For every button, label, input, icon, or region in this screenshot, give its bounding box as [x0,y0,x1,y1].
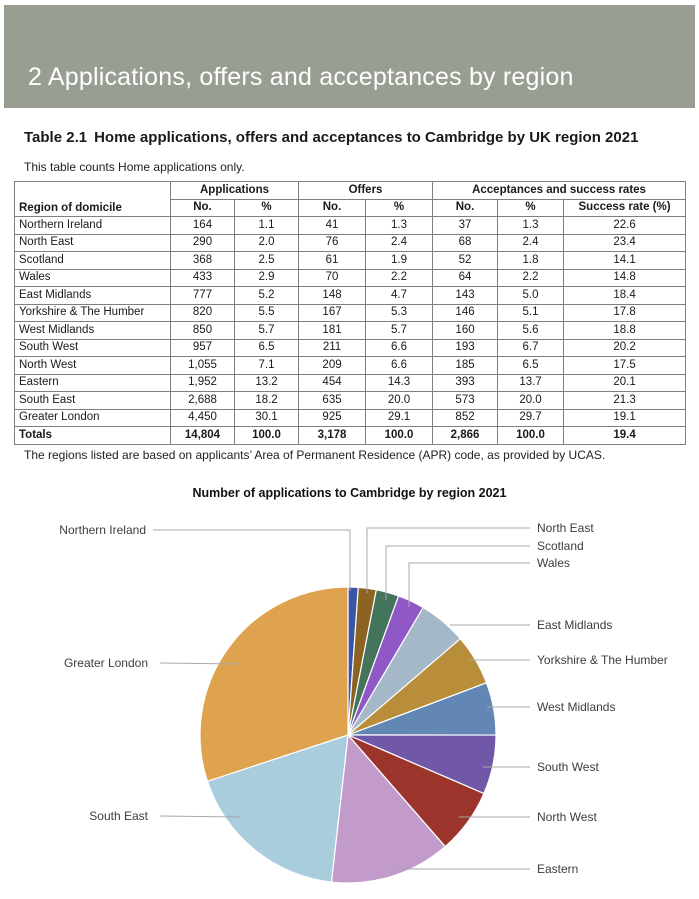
value-cell: 2.4 [498,234,564,252]
pie-label-south-east: South East [89,809,148,823]
pie-label-north-east: North East [537,521,594,535]
value-cell: 6.6 [366,357,433,375]
leader-line-northern-ireland [153,530,350,591]
value-cell: 635 [299,392,366,410]
section-title: 2 Applications, offers and acceptances by region [28,63,574,91]
region-cell: Totals [15,427,171,445]
value-cell: 20.0 [366,392,433,410]
table-row-eastern [15,374,686,392]
value-cell: 76 [299,234,366,252]
value-cell: 2.4 [366,234,433,252]
value-cell: 2.9 [235,269,299,287]
table-row-wales [15,269,686,287]
value-cell: 19.4 [564,427,686,445]
value-cell: 433 [171,269,235,287]
value-cell: 20.0 [498,392,564,410]
value-cell: 146 [433,304,498,322]
value-cell: 14.8 [564,269,686,287]
region-cell: Northern Ireland [15,217,171,235]
value-cell: 6.5 [498,357,564,375]
value-cell: 1,055 [171,357,235,375]
pie-label-yorkshire-the-humber: Yorkshire & The Humber [537,653,668,667]
value-cell: 820 [171,304,235,322]
region-cell: South West [15,339,171,357]
value-cell: 148 [299,287,366,305]
value-cell: 3,178 [299,427,366,445]
value-cell: 18.8 [564,322,686,340]
table-row-west-midlands [15,322,686,340]
value-cell: 6.6 [366,339,433,357]
value-cell: 2,866 [433,427,498,445]
value-cell: 17.5 [564,357,686,375]
table-row-scotland [15,252,686,270]
value-cell: 17.8 [564,304,686,322]
subheader-acceptances-no: No. [433,199,498,217]
value-cell: 14.1 [564,252,686,270]
region-cell: Wales [15,269,171,287]
value-cell: 164 [171,217,235,235]
value-cell: 1.9 [366,252,433,270]
table-row-north-west [15,357,686,375]
chart-title: Number of applications to Cambridge by region 2021 [192,486,507,500]
table-row-north-east [15,234,686,252]
value-cell: 37 [433,217,498,235]
value-cell: 41 [299,217,366,235]
subheader-offers-no: No. [299,199,366,217]
value-cell: 13.7 [498,374,564,392]
region-cell: South East [15,392,171,410]
value-cell: 852 [433,409,498,427]
group-header-offers: Offers [299,182,433,200]
value-cell: 290 [171,234,235,252]
value-cell: 181 [299,322,366,340]
region-cell: North East [15,234,171,252]
value-cell: 143 [433,287,498,305]
value-cell: 4,450 [171,409,235,427]
table-row-east-midlands [15,287,686,305]
value-cell: 5.5 [235,304,299,322]
value-cell: 454 [299,374,366,392]
region-cell: Eastern [15,374,171,392]
region-cell: Yorkshire & The Humber [15,304,171,322]
value-cell: 21.3 [564,392,686,410]
group-header-applications: Applications [171,182,299,200]
pie-slices [200,587,496,883]
value-cell: 23.4 [564,234,686,252]
value-cell: 5.6 [498,322,564,340]
table-row-northern-ireland [15,217,686,235]
value-cell: 30.1 [235,409,299,427]
value-cell: 2.5 [235,252,299,270]
value-cell: 1.3 [498,217,564,235]
value-cell: 100.0 [366,427,433,445]
value-cell: 29.7 [498,409,564,427]
value-cell: 2,688 [171,392,235,410]
table-caption-text: Home applications, offers and acceptances to Cambridge by UK region 2021 [94,129,639,146]
value-cell: 167 [299,304,366,322]
region-cell: North West [15,357,171,375]
value-cell: 14.3 [366,374,433,392]
pie-chart [0,505,699,899]
value-cell: 52 [433,252,498,270]
leader-line-scotland [386,546,530,600]
table-row-south-west [15,339,686,357]
value-cell: 70 [299,269,366,287]
leader-line-north-east [367,528,530,593]
value-cell: 368 [171,252,235,270]
data-table [14,181,686,445]
value-cell: 777 [171,287,235,305]
value-cell: 5.7 [235,322,299,340]
value-cell: 925 [299,409,366,427]
value-cell: 160 [433,322,498,340]
regions-footnote: The regions listed are based on applicants’ Area of Permanent Residence (APR) code, as provided by UCAS. [24,448,606,462]
value-cell: 14,804 [171,427,235,445]
value-cell: 64 [433,269,498,287]
value-cell: 20.1 [564,374,686,392]
value-cell: 100.0 [498,427,564,445]
value-cell: 5.3 [366,304,433,322]
subheader-applications-no: No. [171,199,235,217]
table-row-yorkshire-the-humber [15,304,686,322]
value-cell: 2.2 [366,269,433,287]
pie-label-south-west: South West [537,760,599,774]
value-cell: 13.2 [235,374,299,392]
value-cell: 7.1 [235,357,299,375]
value-cell: 211 [299,339,366,357]
value-cell: 6.5 [235,339,299,357]
value-cell: 1,952 [171,374,235,392]
region-cell: Scotland [15,252,171,270]
table-note: This table counts Home applications only. [24,160,245,174]
table-caption [24,129,638,146]
value-cell: 18.4 [564,287,686,305]
subheader-offers-pct: % [366,199,433,217]
group-header-acceptances: Acceptances and success rates [433,182,686,200]
pie-label-east-midlands: East Midlands [537,618,613,632]
value-cell: 19.1 [564,409,686,427]
pie-label-northern-ireland: Northern Ireland [59,523,146,537]
value-cell: 5.1 [498,304,564,322]
subheader-success-rate: Success rate (%) [564,199,686,217]
value-cell: 1.3 [366,217,433,235]
region-cell: East Midlands [15,287,171,305]
table-row-south-east [15,392,686,410]
pie-label-west-midlands: West Midlands [537,700,616,714]
value-cell: 5.0 [498,287,564,305]
value-cell: 6.7 [498,339,564,357]
value-cell: 2.2 [498,269,564,287]
value-cell: 573 [433,392,498,410]
value-cell: 185 [433,357,498,375]
value-cell: 20.2 [564,339,686,357]
value-cell: 5.7 [366,322,433,340]
value-cell: 393 [433,374,498,392]
value-cell: 193 [433,339,498,357]
table-row-totals [15,427,686,445]
section-header-band [4,5,695,108]
value-cell: 4.7 [366,287,433,305]
pie-label-greater-london: Greater London [63,656,148,670]
pie-label-scotland: Scotland [537,539,584,553]
value-cell: 2.0 [235,234,299,252]
value-cell: 22.6 [564,217,686,235]
value-cell: 5.2 [235,287,299,305]
pie-label-eastern: Eastern [537,862,579,876]
value-cell: 61 [299,252,366,270]
value-cell: 100.0 [235,427,299,445]
region-cell: West Midlands [15,322,171,340]
subheader-applications-pct: % [235,199,299,217]
value-cell: 29.1 [366,409,433,427]
value-cell: 1.8 [498,252,564,270]
subheader-acceptances-pct: % [498,199,564,217]
value-cell: 1.1 [235,217,299,235]
value-cell: 957 [171,339,235,357]
region-cell: Greater London [15,409,171,427]
table-caption-label: Table 2.1 [24,129,88,146]
value-cell: 68 [433,234,498,252]
table-row-greater-london [15,409,686,427]
column-header-region: Region of domicile [15,182,171,217]
value-cell: 850 [171,322,235,340]
pie-label-north-west: North West [537,810,597,824]
pie-label-wales: Wales [537,556,570,570]
value-cell: 209 [299,357,366,375]
value-cell: 18.2 [235,392,299,410]
leader-line-wales [409,563,530,607]
